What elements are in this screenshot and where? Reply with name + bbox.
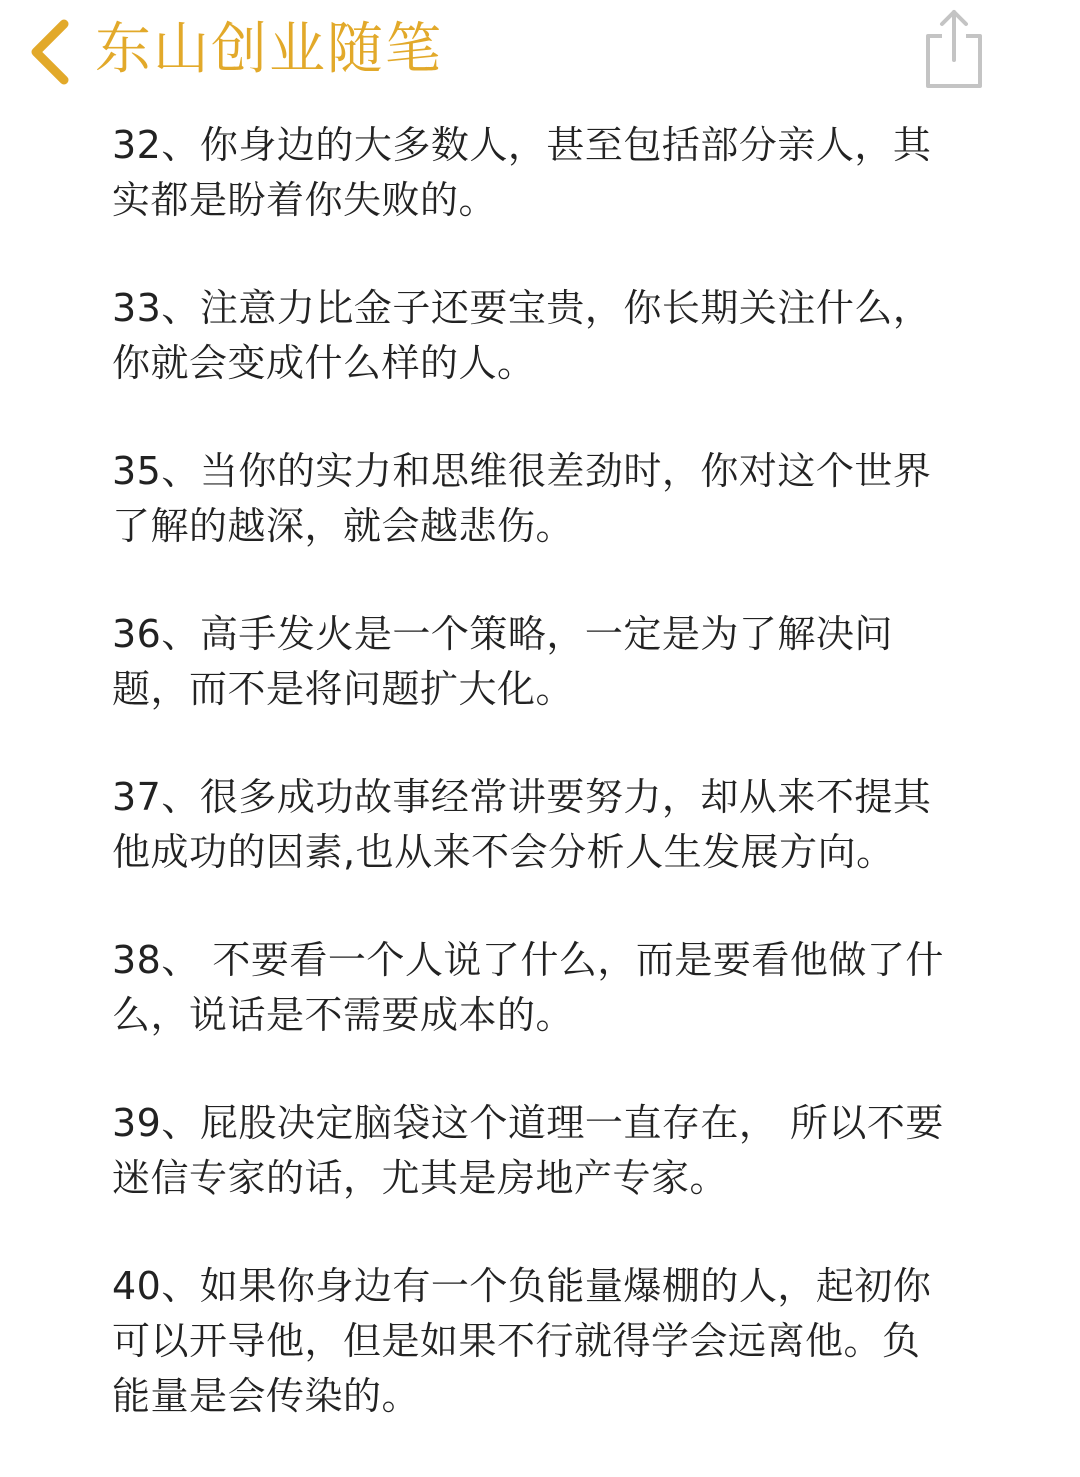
note-line: 你就会变成什么样的人。 (112, 341, 536, 385)
note-line: 39、屁股决定脑袋这个道理一直存在， 所以不要 (112, 1101, 944, 1145)
share-icon (918, 6, 990, 92)
note-line: 么，说话是不需要成本的。 (112, 993, 575, 1037)
note-line: 迷信专家的话，尤其是房地产专家。 (112, 1156, 729, 1200)
note-line: 题，而不是将问题扩大化。 (112, 667, 575, 711)
note-line: 实都是盼着你失败的。 (112, 178, 498, 222)
note-line: 36、高手发火是一个策略，一定是为了解决问 (112, 612, 893, 656)
nav-bar (0, 0, 1080, 100)
note-line: 他成功的因素,也从来不会分析人生发展方向。 (112, 830, 895, 874)
note-line: 37、很多成功故事经常讲要努力，却从来不提其 (112, 775, 932, 819)
note-line: 32、你身边的大多数人，甚至包括部分亲人，其 (112, 123, 932, 167)
share-button[interactable] (918, 6, 990, 92)
page-title: 东山创业随笔 (95, 17, 443, 82)
note-item-38 (112, 933, 972, 1043)
note-item-36 (112, 607, 972, 717)
note-line: 可以开导他，但是如果不行就得学会远离他。负 (112, 1319, 921, 1363)
note-line: 35、当你的实力和思维很差劲时，你对这个世界 (112, 449, 932, 493)
chevron-left-icon (22, 14, 82, 90)
note-line: 能量是会传染的。 (112, 1374, 421, 1418)
note-line: 38、 不要看一个人说了什么，而是要看他做了什 (112, 938, 944, 982)
note-item-39 (112, 1096, 972, 1206)
note-item-32 (112, 118, 972, 228)
back-button[interactable] (22, 14, 82, 90)
note-item-35 (112, 444, 972, 554)
note-item-37 (112, 770, 972, 880)
note-line: 40、如果你身边有一个负能量爆棚的人，起初你 (112, 1264, 932, 1308)
note-item-40 (112, 1259, 972, 1424)
note-content (112, 118, 972, 1477)
note-line: 了解的越深，就会越悲伤。 (112, 504, 575, 548)
note-line: 33、注意力比金子还要宝贵，你长期关注什么， (112, 286, 932, 330)
note-item-33 (112, 281, 972, 391)
